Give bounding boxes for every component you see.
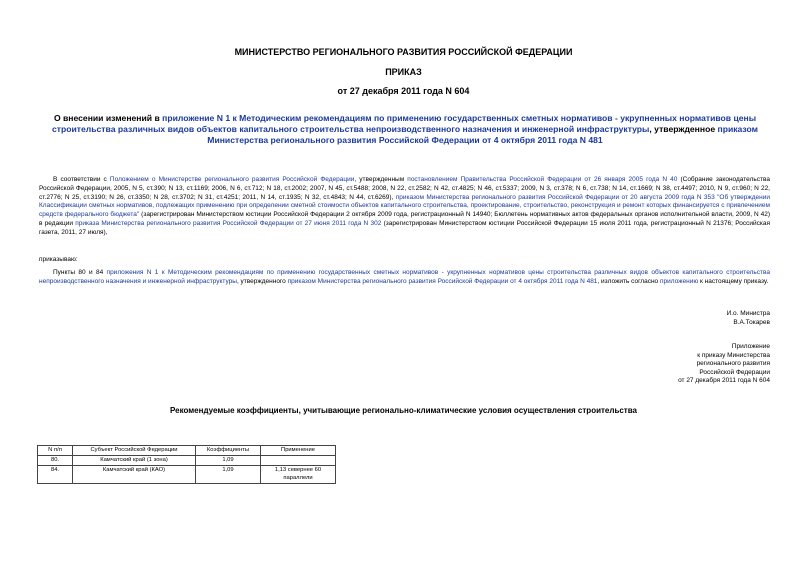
coefficients-table [37,445,336,484]
cell-application [261,456,336,466]
cell-coefficient: 1,09 [196,456,261,466]
doc-type: ПРИКАЗ [385,67,422,77]
title-link-appendix[interactable]: приложение N 1 к Методическим рекомендациям по применению государственных сметных нормативов - укрупненных нормативов цены строительства различных видов объектов капитального строительства непроизводственного назначения и инженерной инфраструктуры [52,113,757,134]
body-text-1: Пункты 80 и 84 [53,269,107,276]
order-word: приказываю: [39,256,78,263]
preamble-link-order-353[interactable]: приказом Министерства регионального развития Российской Федерации от 20 августа 2009 года N 353 "Об утверждении Классификации сметных нормативов, подлежащих применению при определении сметной стоимости объектов капитального строительства, проектирование, строительство, реконструкция и ремонт которых финансируется с привлечением средств федерального бюджета" [39,193,770,219]
body-text-3: , изложить согласно [597,277,660,285]
preamble-link-regulation[interactable]: Положением о Министерстве регионального развития Российской Федерации [109,176,355,183]
appendix-line: от 27 декабря 2011 года N 604 [678,377,770,385]
preamble-paragraph [39,176,770,238]
appendix-heading [678,343,770,386]
title-link-order-481[interactable]: приказом Министерства регионального развития Российской Федерации от 4 октября 2011 года N 481 [207,124,758,145]
header-application: Применение [261,446,336,456]
table-row [38,456,336,466]
body-text-4: к настоящему приказу. [698,277,769,285]
header-number: N п/п [38,446,73,456]
preamble-text-4: (зарегистрирован Министерством юстиции Российской Федерации 2 октября 2009 года, регистрационный N 14940; Бюллетень нормативных актов федеральных органов исполнительной власти, 2009, N 42) в редакции [39,211,770,227]
cell-application: 1,13 севернее 60 параллели [261,466,336,483]
signature-name: В.А.Токарев [733,318,770,326]
header-subject: Субъект Российской Федерации [73,446,196,456]
ministry-heading: МИНИСТЕРСТВО РЕГИОНАЛЬНОГО РАЗВИТИЯ РОССИЙСКОЙ ФЕДЕРАЦИИ [234,47,573,57]
header-coefficient: Коэффициенты [196,446,261,456]
body-text-2: , утвержденного [236,277,288,285]
appendix-line: Приложение [731,343,770,350]
table-row [38,466,336,483]
cell-subject: Камчатский край (КАО) [73,466,196,483]
cell-subject: Камчатский край (1 зона) [73,456,196,466]
appendix-line: Российской Федерации [699,368,770,376]
preamble-text-5: (зарегистрирован Министерством юстиции Российской Федерации 15 июля 2011 года, регистрационный N 21376; Российская газета, 2011, 27 июля), [39,219,770,236]
table-subtitle: Рекомендуемые коэффициенты, учитывающие регионально-климатические условия осуществления строительства [169,406,637,415]
cell-number: 80. [38,456,73,466]
signature-position: И.о. Министра [726,310,770,317]
preamble-text-3: (Собрание законодательства Российской Федерации, 2005, N 5, ст.390; N 13, ст.1169; 2006, N 6, ст.712; N 18, ст.2002; 2007, N 45, ст.5488; 2008, N 22, ст.2582; N 42, ст.4825; N 46, ст.5337; 2009, N 3, ст.378; N 6, ст.738; N 14, ст.1669; N 38, ст.4497; 2010, N 9, ст.960; N 22, ст.2776; N 25, ст.3190; N 26, ст.3350; N 28, ст.3702; N 31, ст.4251; 2011, N 14, ст.1935; N 32, ст.4843; N 44, ст.6269), [39,176,770,201]
appendix-line: регионального развития [696,360,770,368]
preamble-text-1: В соответствии с [53,176,110,183]
document-title [40,113,770,146]
order-body-paragraph [39,269,770,287]
preamble-link-resolution-40[interactable]: постановлением Правительства Российской Федерации от 26 января 2005 года N 40 [407,176,678,183]
doc-date-number: от 27 декабря 2011 года N 604 [337,86,470,96]
body-link-order-481[interactable]: приказом Министерства регионального развития Российской Федерации от 4 октября 2011 года N 481 [287,277,598,285]
cell-number: 84. [38,466,73,483]
cell-coefficient: 1,09 [196,466,261,483]
appendix-line: к приказу Министерства [697,351,770,359]
body-link-annex[interactable]: приложению [659,277,699,285]
signature-block [727,310,770,327]
title-text-1: О внесении изменений в [53,113,163,123]
title-text-2: , утвержденное [649,124,718,134]
body-link-appendix[interactable]: приложения N 1 к Методическим рекомендациям по применению государственных сметных нормативов - укрупненных нормативов цены строительства различных видов объектов капитального строительства непроизводственного назначения и инженерной инфраструктуры [39,269,770,285]
preamble-link-order-302[interactable]: приказа Министерства регионального развития Российской Федерации от 27 июня 2011 года N 302 [75,219,382,227]
preamble-text-2: , утвержденным [354,176,408,183]
table-header-row [38,446,336,456]
